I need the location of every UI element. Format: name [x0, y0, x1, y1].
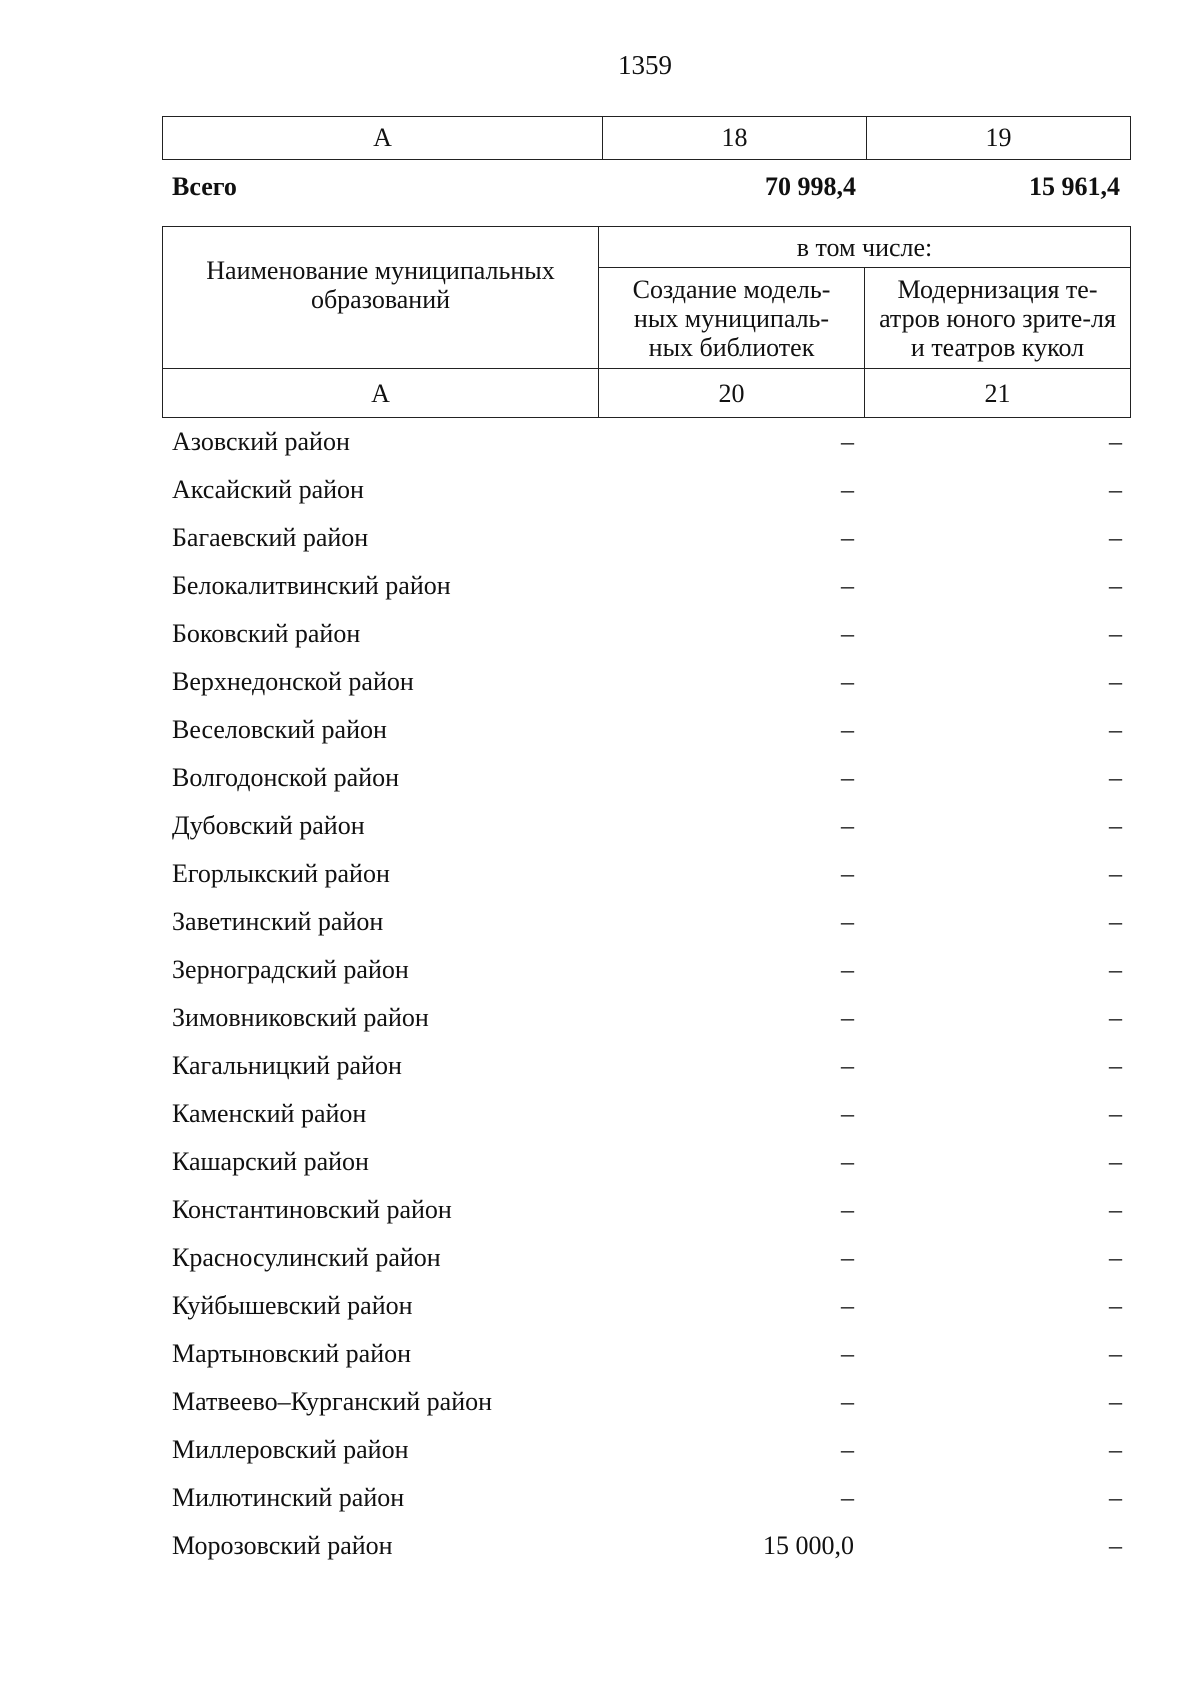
table-body	[162, 418, 1130, 1570]
row-value-21: –	[1109, 763, 1122, 792]
row-value-20: –	[841, 763, 854, 792]
table-row	[162, 994, 1130, 1042]
total-value-19: 15 961,4	[1029, 172, 1120, 201]
row-name: Дубовский район	[172, 811, 365, 840]
row-value-21: –	[1109, 859, 1122, 888]
row-value-20: –	[841, 571, 854, 600]
row-value-21: –	[1109, 811, 1122, 840]
table-row	[162, 802, 1130, 850]
row-value-21: –	[1109, 1243, 1122, 1272]
row-name: Зерноградский район	[172, 955, 409, 984]
row-value-20: –	[841, 907, 854, 936]
row-name: Мартыновский район	[172, 1339, 412, 1368]
row-name: Аксайский район	[172, 475, 364, 504]
row-name: Зимовниковский район	[172, 1003, 429, 1032]
row-name: Кашарский район	[172, 1147, 369, 1176]
total-value-18: 70 998,4	[765, 172, 856, 201]
row-name: Заветинский район	[172, 907, 384, 936]
row-value-20: –	[841, 1003, 854, 1032]
header-theatre-modernization: Модернизация те-атров юного зрите-ля и театров кукол	[865, 268, 1131, 369]
row-name: Куйбышевский район	[172, 1291, 413, 1320]
row-value-20: –	[841, 715, 854, 744]
row-name: Волгодонской район	[172, 763, 400, 792]
table-row	[162, 1186, 1130, 1234]
row-value-20: –	[841, 1147, 854, 1176]
row-value-20: –	[841, 667, 854, 696]
header-including-group: в том числе:	[599, 227, 1131, 268]
row-name: Багаевский район	[172, 523, 369, 552]
header-municipality-name: Наименование муниципальных образований	[163, 227, 599, 369]
page-number: 1359	[618, 50, 672, 80]
header-index-20: 20	[599, 369, 865, 418]
table-row	[162, 706, 1130, 754]
row-value-21: –	[1109, 427, 1122, 456]
row-value-21: –	[1109, 1531, 1122, 1560]
table-row	[162, 418, 1130, 466]
row-name: Красносулинский район	[172, 1243, 441, 1272]
table-row	[162, 1138, 1130, 1186]
column-index-18: 18	[603, 117, 867, 160]
row-value-21: –	[1109, 1147, 1122, 1176]
row-value-21: –	[1109, 571, 1122, 600]
row-name: Матвеево–Курганский район	[172, 1387, 493, 1416]
row-name: Верхнедонской район	[172, 667, 414, 696]
table-row	[162, 1330, 1130, 1378]
row-value-20: –	[841, 1435, 854, 1464]
table-row	[162, 946, 1130, 994]
row-value-20: 15 000,0	[763, 1531, 854, 1560]
row-name: Константиновский район	[172, 1195, 452, 1224]
row-name: Миллеровский район	[172, 1435, 409, 1464]
row-value-20: –	[841, 955, 854, 984]
row-name: Белокалитвинский район	[172, 571, 451, 600]
row-name: Веселовский район	[172, 715, 387, 744]
row-value-21: –	[1109, 475, 1122, 504]
header-index-a: А	[163, 369, 599, 418]
row-name: Азовский район	[172, 427, 350, 456]
row-value-20: –	[841, 523, 854, 552]
row-name: Милютинский район	[172, 1483, 405, 1512]
row-value-21: –	[1109, 1483, 1122, 1512]
row-name: Кагальницкий район	[172, 1051, 402, 1080]
row-value-20: –	[841, 1099, 854, 1128]
row-value-21: –	[1109, 1099, 1122, 1128]
row-value-21: –	[1109, 1387, 1122, 1416]
table-row	[162, 1090, 1130, 1138]
table-row	[162, 1474, 1130, 1522]
table-row	[162, 1426, 1130, 1474]
row-value-20: –	[841, 1195, 854, 1224]
header-index-21: 21	[865, 369, 1131, 418]
table-row	[162, 850, 1130, 898]
row-name: Боковский район	[172, 619, 361, 648]
row-value-21: –	[1109, 907, 1122, 936]
row-value-21: –	[1109, 1051, 1122, 1080]
row-value-20: –	[841, 859, 854, 888]
table-row	[162, 898, 1130, 946]
table-row	[162, 1378, 1130, 1426]
row-value-20: –	[841, 811, 854, 840]
column-index-19: 19	[867, 117, 1131, 160]
header-model-libraries: Создание модель-ных муниципаль-ных библиотек	[599, 268, 865, 369]
row-name: Морозовский район	[172, 1531, 393, 1560]
table-row	[162, 610, 1130, 658]
row-value-20: –	[841, 1483, 854, 1512]
column-index-table	[162, 116, 1131, 160]
total-label: Всего	[172, 172, 237, 201]
row-value-20: –	[841, 427, 854, 456]
row-value-21: –	[1109, 523, 1122, 552]
row-value-21: –	[1109, 1435, 1122, 1464]
row-value-21: –	[1109, 1339, 1122, 1368]
row-value-20: –	[841, 475, 854, 504]
row-value-21: –	[1109, 955, 1122, 984]
row-value-21: –	[1109, 1291, 1122, 1320]
table-row	[162, 466, 1130, 514]
row-value-20: –	[841, 1339, 854, 1368]
table-row	[162, 1282, 1130, 1330]
row-value-21: –	[1109, 1195, 1122, 1224]
table-row	[162, 1042, 1130, 1090]
row-value-21: –	[1109, 667, 1122, 696]
row-value-20: –	[841, 1291, 854, 1320]
row-value-21: –	[1109, 619, 1122, 648]
table-row	[162, 562, 1130, 610]
row-value-21: –	[1109, 715, 1122, 744]
table-row	[162, 1234, 1130, 1282]
total-row	[162, 166, 1130, 206]
row-name: Каменский район	[172, 1099, 367, 1128]
table-row	[162, 514, 1130, 562]
table-row	[162, 658, 1130, 706]
table-header	[162, 226, 1131, 418]
row-value-21: –	[1109, 1003, 1122, 1032]
column-index-a: А	[163, 117, 603, 160]
row-name: Егорлыкский район	[172, 859, 390, 888]
table-row	[162, 1522, 1130, 1570]
row-value-20: –	[841, 1243, 854, 1272]
row-value-20: –	[841, 619, 854, 648]
row-value-20: –	[841, 1051, 854, 1080]
row-value-20: –	[841, 1387, 854, 1416]
table-row	[162, 754, 1130, 802]
column-index-row	[163, 117, 1131, 160]
